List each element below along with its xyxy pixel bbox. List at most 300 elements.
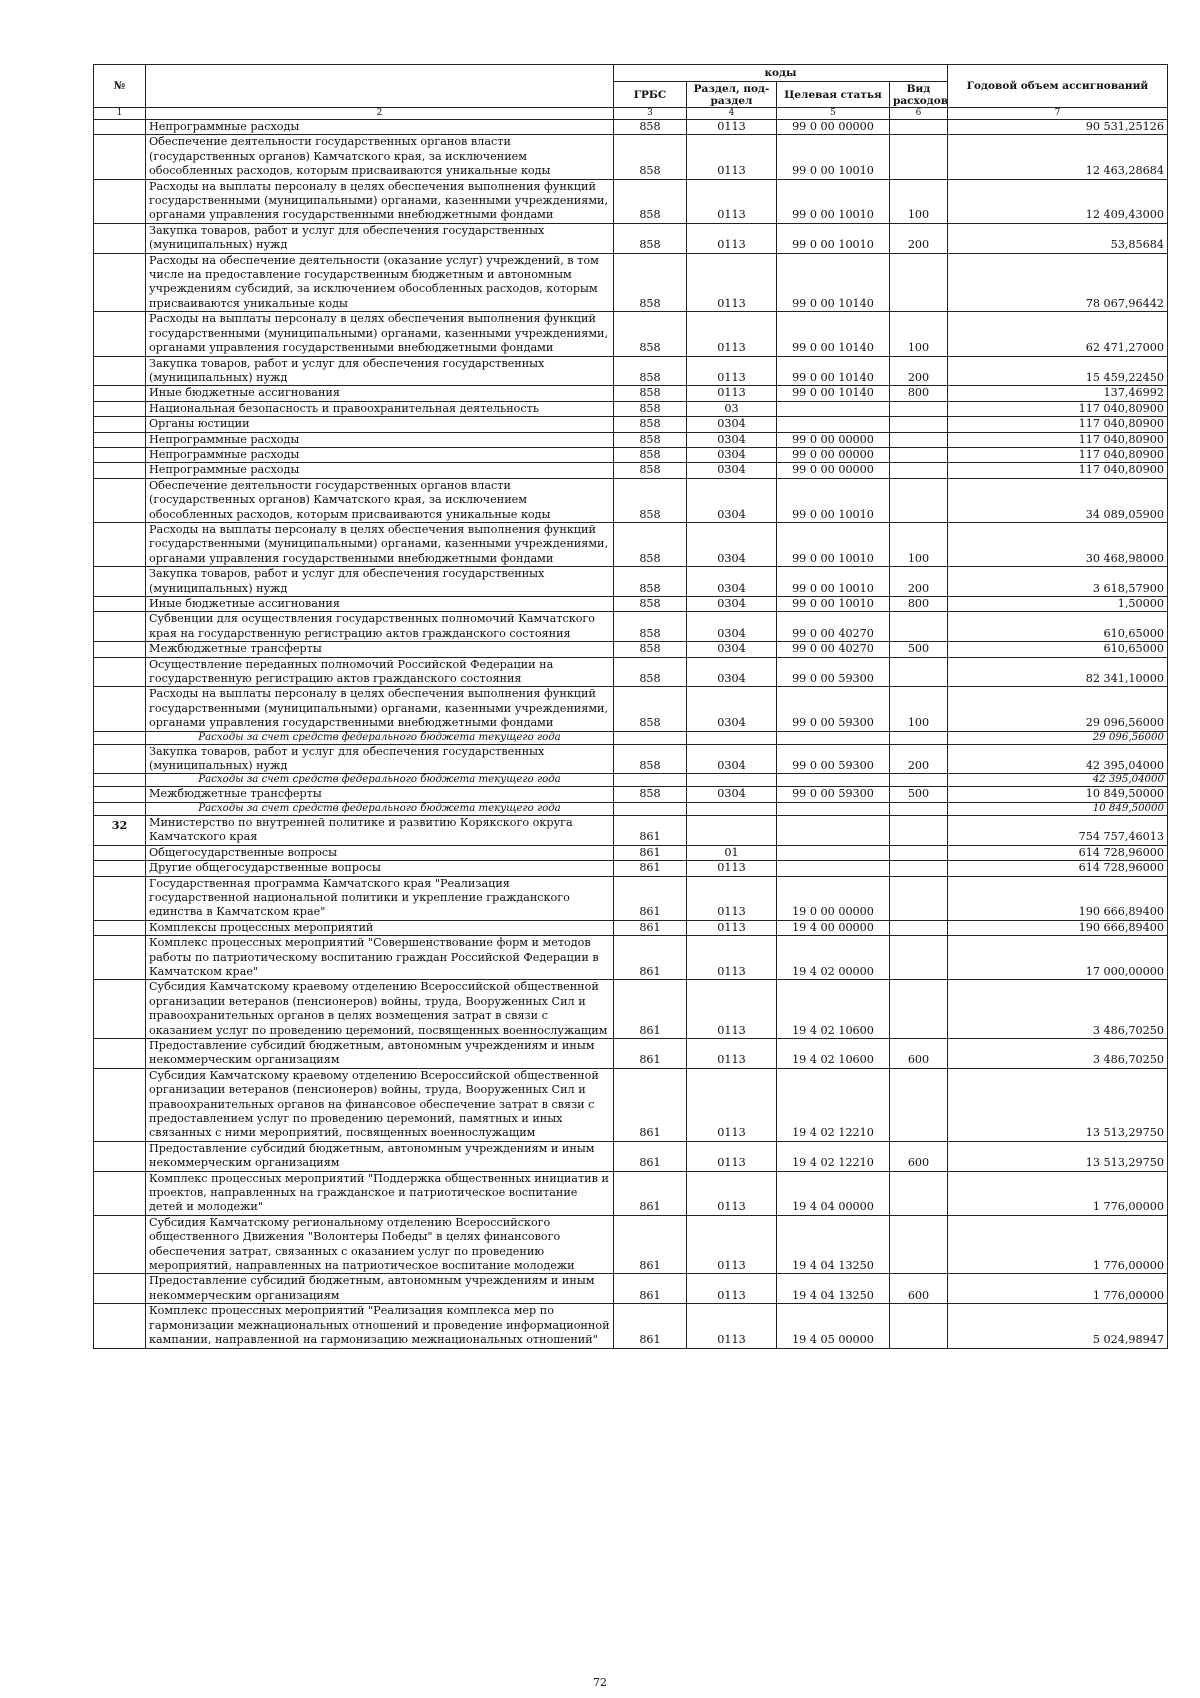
row-section: 0304 <box>687 463 777 478</box>
row-grbs: 858 <box>614 657 687 687</box>
row-type <box>890 1215 948 1274</box>
row-type <box>890 936 948 980</box>
row-type <box>890 815 948 845</box>
row-name: Расходы за счет средств федерального бюджета текущего года <box>146 774 614 787</box>
row-amount: 29 096,56000 <box>948 731 1168 744</box>
row-amount: 13 513,29750 <box>948 1141 1168 1171</box>
row-type <box>890 774 948 787</box>
row-target: 99 0 00 10140 <box>777 386 890 401</box>
row-grbs <box>614 802 687 815</box>
table-row <box>94 447 1168 462</box>
row-amount: 82 341,10000 <box>948 657 1168 687</box>
row-target <box>777 861 890 876</box>
row-type: 600 <box>890 1274 948 1304</box>
row-target: 19 4 04 13250 <box>777 1274 890 1304</box>
row-target: 19 4 02 00000 <box>777 936 890 980</box>
row-number <box>94 1274 146 1304</box>
row-amount: 190 666,89400 <box>948 920 1168 935</box>
federal-budget-row <box>94 802 1168 815</box>
row-amount: 42 395,04000 <box>948 774 1168 787</box>
row-name: Предоставление субсидий бюджетным, автономным учреждениям и иным некоммерческим организациям <box>146 1141 614 1171</box>
row-grbs: 858 <box>614 744 687 774</box>
row-type <box>890 1171 948 1215</box>
row-grbs: 861 <box>614 980 687 1039</box>
row-amount: 137,46992 <box>948 386 1168 401</box>
row-section: 0113 <box>687 1068 777 1141</box>
row-amount: 1 776,00000 <box>948 1171 1168 1215</box>
table-row <box>94 597 1168 612</box>
row-section: 0304 <box>687 657 777 687</box>
row-grbs: 858 <box>614 597 687 612</box>
row-type <box>890 612 948 642</box>
row-name: Иные бюджетные ассигнования <box>146 597 614 612</box>
row-section: 0113 <box>687 936 777 980</box>
row-amount: 190 666,89400 <box>948 876 1168 920</box>
header-codes: коды <box>614 65 948 82</box>
row-section: 0113 <box>687 1274 777 1304</box>
row-grbs: 861 <box>614 1038 687 1068</box>
header-type: Вид расходов <box>890 82 948 108</box>
row-grbs <box>614 731 687 744</box>
row-number <box>94 522 146 566</box>
row-name: Расходы на выплаты персоналу в целях обеспечения выполнения функций государственными (муниципальными) органами, казенными учреждениями, органами управления государственными внебюджетными фондами <box>146 312 614 356</box>
row-name: Закупка товаров, работ и услуг для обеспечения государственных (муниципальных) нужд <box>146 567 614 597</box>
row-section: 0304 <box>687 417 777 432</box>
row-section: 0113 <box>687 223 777 253</box>
row-target: 19 4 02 12210 <box>777 1141 890 1171</box>
row-target <box>777 802 890 815</box>
row-section: 0113 <box>687 920 777 935</box>
row-number: 32 <box>94 815 146 845</box>
row-type <box>890 861 948 876</box>
row-type: 500 <box>890 642 948 657</box>
row-amount: 29 096,56000 <box>948 687 1168 731</box>
row-target: 99 0 00 10140 <box>777 312 890 356</box>
row-target: 99 0 00 59300 <box>777 744 890 774</box>
row-number <box>94 612 146 642</box>
row-section: 0304 <box>687 687 777 731</box>
row-section <box>687 731 777 744</box>
table-row <box>94 386 1168 401</box>
row-grbs: 861 <box>614 1171 687 1215</box>
row-amount: 53,85684 <box>948 223 1168 253</box>
row-section: 0113 <box>687 1141 777 1171</box>
row-grbs: 858 <box>614 612 687 642</box>
colnum: 5 <box>777 108 890 120</box>
row-number <box>94 120 146 135</box>
row-number <box>94 787 146 802</box>
row-name: Закупка товаров, работ и услуг для обеспечения государственных (муниципальных) нужд <box>146 744 614 774</box>
row-type <box>890 120 948 135</box>
row-type <box>890 135 948 179</box>
row-grbs: 861 <box>614 1068 687 1141</box>
row-amount: 3 486,70250 <box>948 980 1168 1039</box>
table-row <box>94 356 1168 386</box>
row-type: 200 <box>890 567 948 597</box>
row-target: 99 0 00 10010 <box>777 597 890 612</box>
row-target <box>777 417 890 432</box>
row-amount: 1,50000 <box>948 597 1168 612</box>
row-section: 0113 <box>687 386 777 401</box>
table-row <box>94 478 1168 522</box>
row-section: 0304 <box>687 597 777 612</box>
row-type <box>890 1304 948 1348</box>
row-grbs: 858 <box>614 417 687 432</box>
row-amount: 1 776,00000 <box>948 1215 1168 1274</box>
row-amount: 754 757,46013 <box>948 815 1168 845</box>
row-name: Комплекс процессных мероприятий "Совершенствование форм и методов работы по патриотическому воспитанию граждан Российской Федерации в Камчатском крае" <box>146 936 614 980</box>
row-number <box>94 731 146 744</box>
row-type: 100 <box>890 179 948 223</box>
row-section <box>687 802 777 815</box>
row-target: 19 4 04 00000 <box>777 1171 890 1215</box>
row-name: Предоставление субсидий бюджетным, автономным учреждениям и иным некоммерческим организациям <box>146 1274 614 1304</box>
table-row <box>94 687 1168 731</box>
federal-budget-row <box>94 774 1168 787</box>
table-row <box>94 815 1168 845</box>
row-type: 100 <box>890 687 948 731</box>
row-grbs: 858 <box>614 356 687 386</box>
row-section: 0304 <box>687 447 777 462</box>
row-amount: 12 463,28684 <box>948 135 1168 179</box>
row-target: 19 4 00 00000 <box>777 920 890 935</box>
table-row <box>94 861 1168 876</box>
row-number <box>94 876 146 920</box>
table-row <box>94 980 1168 1039</box>
table-row <box>94 253 1168 312</box>
header-target: Целевая статья <box>777 82 890 108</box>
row-grbs <box>614 774 687 787</box>
colnum: 4 <box>687 108 777 120</box>
row-grbs: 861 <box>614 1215 687 1274</box>
row-type <box>890 417 948 432</box>
header-section: Раздел, под-раздел <box>687 82 777 108</box>
row-number <box>94 1171 146 1215</box>
row-section: 0304 <box>687 522 777 566</box>
row-name: Расходы на выплаты персоналу в целях обеспечения выполнения функций государственными (муниципальными) органами, казенными учреждениями, органами управления государственными внебюджетными фондами <box>146 687 614 731</box>
row-amount: 117 040,80900 <box>948 447 1168 462</box>
table-row <box>94 744 1168 774</box>
row-section: 0304 <box>687 567 777 597</box>
row-section: 0304 <box>687 478 777 522</box>
page-number: 72 <box>593 1676 607 1689</box>
row-amount: 5 024,98947 <box>948 1304 1168 1348</box>
row-target: 99 0 00 10140 <box>777 253 890 312</box>
row-amount: 117 040,80900 <box>948 401 1168 416</box>
table-row <box>94 1274 1168 1304</box>
row-name: Непрограммные расходы <box>146 447 614 462</box>
row-amount: 17 000,00000 <box>948 936 1168 980</box>
row-type: 800 <box>890 597 948 612</box>
row-section: 0113 <box>687 1215 777 1274</box>
row-number <box>94 597 146 612</box>
row-target: 99 0 00 59300 <box>777 787 890 802</box>
row-number <box>94 845 146 860</box>
row-section: 0113 <box>687 179 777 223</box>
row-number <box>94 135 146 179</box>
budget-table <box>93 64 1168 1349</box>
row-type: 200 <box>890 356 948 386</box>
row-section: 0304 <box>687 432 777 447</box>
row-name: Национальная безопасность и правоохранительная деятельность <box>146 401 614 416</box>
row-name: Непрограммные расходы <box>146 463 614 478</box>
row-target: 99 0 00 10010 <box>777 567 890 597</box>
row-grbs: 861 <box>614 845 687 860</box>
row-type <box>890 802 948 815</box>
row-name: Закупка товаров, работ и услуг для обеспечения государственных (муниципальных) нужд <box>146 223 614 253</box>
row-type: 800 <box>890 386 948 401</box>
row-grbs: 858 <box>614 223 687 253</box>
row-grbs: 861 <box>614 876 687 920</box>
table-row <box>94 657 1168 687</box>
row-section: 0113 <box>687 980 777 1039</box>
table-row <box>94 1215 1168 1274</box>
table-row <box>94 612 1168 642</box>
row-type <box>890 463 948 478</box>
row-type <box>890 876 948 920</box>
row-target: 99 0 00 00000 <box>777 447 890 462</box>
row-grbs: 858 <box>614 312 687 356</box>
table-row <box>94 787 1168 802</box>
row-number <box>94 417 146 432</box>
row-amount: 3 618,57900 <box>948 567 1168 597</box>
row-type <box>890 253 948 312</box>
row-name: Министерство по внутренней политике и развитию Корякского округа Камчатского края <box>146 815 614 845</box>
row-target: 99 0 00 59300 <box>777 687 890 731</box>
row-type <box>890 920 948 935</box>
colnum: 2 <box>146 108 614 120</box>
row-number <box>94 1304 146 1348</box>
row-name: Комплексы процессных мероприятий <box>146 920 614 935</box>
row-name: Предоставление субсидий бюджетным, автономным учреждениям и иным некоммерческим организациям <box>146 1038 614 1068</box>
row-type: 600 <box>890 1038 948 1068</box>
row-name: Субсидия Камчатскому краевому отделению Всероссийской общественной организации ветеранов (пенсионеров) войны, труда, Вооруженных Сил и правоохранительных органов на финансовое обеспечение затрат в связи с предоставлением услуг по проведению церемоний, памятных и иных связанных с ними мероприятий, посвященных военнослужащим <box>146 1068 614 1141</box>
row-name: Расходы за счет средств федерального бюджета текущего года <box>146 802 614 815</box>
row-amount: 15 459,22450 <box>948 356 1168 386</box>
row-number <box>94 223 146 253</box>
row-amount: 13 513,29750 <box>948 1068 1168 1141</box>
row-name: Субсидия Камчатскому региональному отделению Всероссийского общественного Движения "Волонтеры Победы" в целях финансового обеспечения затрат, связанных с оказанием услуг по проведению мероприятий, направленных на патриотическое воспитание молодежи <box>146 1215 614 1274</box>
row-grbs: 858 <box>614 432 687 447</box>
row-section: 0113 <box>687 1038 777 1068</box>
row-grbs: 858 <box>614 179 687 223</box>
row-amount: 90 531,25126 <box>948 120 1168 135</box>
row-section: 0113 <box>687 120 777 135</box>
row-amount: 12 409,43000 <box>948 179 1168 223</box>
row-number <box>94 401 146 416</box>
row-name: Органы юстиции <box>146 417 614 432</box>
row-section: 0113 <box>687 876 777 920</box>
row-number <box>94 936 146 980</box>
row-grbs: 858 <box>614 787 687 802</box>
table-row <box>94 1171 1168 1215</box>
row-number <box>94 687 146 731</box>
row-number <box>94 386 146 401</box>
row-target: 99 0 00 00000 <box>777 432 890 447</box>
row-target: 99 0 00 00000 <box>777 120 890 135</box>
row-target: 99 0 00 10010 <box>777 522 890 566</box>
row-section: 0304 <box>687 744 777 774</box>
row-target <box>777 401 890 416</box>
row-name: Другие общегосударственные вопросы <box>146 861 614 876</box>
row-target <box>777 731 890 744</box>
row-type: 200 <box>890 744 948 774</box>
colnum: 3 <box>614 108 687 120</box>
row-grbs: 861 <box>614 936 687 980</box>
row-target: 99 0 00 10140 <box>777 356 890 386</box>
row-number <box>94 642 146 657</box>
row-amount: 78 067,96442 <box>948 253 1168 312</box>
table-row <box>94 120 1168 135</box>
row-number <box>94 774 146 787</box>
row-target <box>777 815 890 845</box>
row-amount: 117 040,80900 <box>948 432 1168 447</box>
row-type: 600 <box>890 1141 948 1171</box>
row-type <box>890 401 948 416</box>
table-row <box>94 417 1168 432</box>
row-grbs: 861 <box>614 1274 687 1304</box>
row-target: 19 4 02 10600 <box>777 980 890 1039</box>
row-amount: 614 728,96000 <box>948 845 1168 860</box>
row-target: 99 0 00 40270 <box>777 612 890 642</box>
row-section: 01 <box>687 845 777 860</box>
table-row <box>94 1304 1168 1348</box>
row-target: 99 0 00 00000 <box>777 463 890 478</box>
table-row <box>94 223 1168 253</box>
row-name: Закупка товаров, работ и услуг для обеспечения государственных (муниципальных) нужд <box>146 356 614 386</box>
table-row <box>94 135 1168 179</box>
row-grbs: 861 <box>614 815 687 845</box>
table-row <box>94 1068 1168 1141</box>
row-target: 99 0 00 40270 <box>777 642 890 657</box>
row-section: 0304 <box>687 612 777 642</box>
row-section: 0113 <box>687 356 777 386</box>
row-target: 19 4 05 00000 <box>777 1304 890 1348</box>
row-section: 0113 <box>687 312 777 356</box>
table-row <box>94 312 1168 356</box>
row-grbs: 858 <box>614 687 687 731</box>
row-type <box>890 731 948 744</box>
row-amount: 10 849,50000 <box>948 787 1168 802</box>
row-amount: 10 849,50000 <box>948 802 1168 815</box>
row-grbs: 858 <box>614 642 687 657</box>
row-number <box>94 980 146 1039</box>
table-row <box>94 1038 1168 1068</box>
table-header <box>94 65 1168 120</box>
row-grbs: 858 <box>614 120 687 135</box>
row-grbs: 861 <box>614 861 687 876</box>
row-target: 19 4 04 13250 <box>777 1215 890 1274</box>
row-name: Обеспечение деятельности государственных органов власти (государственных органов) Камчатского края, за исключением обособленных расходов, которым присваиваются уникальные коды <box>146 478 614 522</box>
row-number <box>94 432 146 447</box>
row-grbs: 861 <box>614 920 687 935</box>
row-amount: 610,65000 <box>948 612 1168 642</box>
row-grbs: 858 <box>614 135 687 179</box>
row-section: 0113 <box>687 1171 777 1215</box>
row-target: 99 0 00 10010 <box>777 179 890 223</box>
row-type <box>890 478 948 522</box>
row-target: 19 4 02 12210 <box>777 1068 890 1141</box>
row-number <box>94 657 146 687</box>
colnum: 1 <box>94 108 146 120</box>
row-number <box>94 356 146 386</box>
row-type: 200 <box>890 223 948 253</box>
table-row <box>94 1141 1168 1171</box>
row-section: 0113 <box>687 1304 777 1348</box>
colnum: 6 <box>890 108 948 120</box>
row-section <box>687 774 777 787</box>
row-amount: 1 776,00000 <box>948 1274 1168 1304</box>
header-number: № <box>94 65 146 108</box>
row-target <box>777 845 890 860</box>
row-amount: 42 395,04000 <box>948 744 1168 774</box>
row-number <box>94 744 146 774</box>
row-section: 0113 <box>687 135 777 179</box>
row-target: 99 0 00 10010 <box>777 223 890 253</box>
row-number <box>94 447 146 462</box>
row-number <box>94 179 146 223</box>
row-name: Государственная программа Камчатского края "Реализация государственной национальной политики и укрепление гражданского единства в Камчатском крае" <box>146 876 614 920</box>
row-section: 0113 <box>687 861 777 876</box>
row-target: 99 0 00 59300 <box>777 657 890 687</box>
row-name: Расходы за счет средств федерального бюджета текущего года <box>146 731 614 744</box>
row-target: 99 0 00 10010 <box>777 478 890 522</box>
row-grbs: 858 <box>614 463 687 478</box>
row-amount: 117 040,80900 <box>948 463 1168 478</box>
colnum: 7 <box>948 108 1168 120</box>
row-amount: 30 468,98000 <box>948 522 1168 566</box>
table-body <box>94 120 1168 1349</box>
row-type: 100 <box>890 312 948 356</box>
table-row <box>94 522 1168 566</box>
row-target: 19 4 02 10600 <box>777 1038 890 1068</box>
row-type <box>890 980 948 1039</box>
row-type <box>890 1068 948 1141</box>
table-row <box>94 845 1168 860</box>
row-target: 19 0 00 00000 <box>777 876 890 920</box>
row-name: Непрограммные расходы <box>146 120 614 135</box>
row-name: Иные бюджетные ассигнования <box>146 386 614 401</box>
row-name: Межбюджетные трансферты <box>146 642 614 657</box>
table-row <box>94 936 1168 980</box>
row-grbs: 858 <box>614 522 687 566</box>
table-row <box>94 463 1168 478</box>
row-name: Расходы на выплаты персоналу в целях обеспечения выполнения функций государственными (муниципальными) органами, казенными учреждениями, органами управления государственными внебюджетными фондами <box>146 522 614 566</box>
row-grbs: 861 <box>614 1141 687 1171</box>
row-type <box>890 432 948 447</box>
row-number <box>94 463 146 478</box>
row-name: Субсидия Камчатскому краевому отделению Всероссийской общественной организации ветеранов (пенсионеров) войны, труда, Вооруженных Сил и правоохранительных органов в целях возмещения затрат в связи с оказанием услуг по проведению церемоний, посвященных военнослужащим <box>146 980 614 1039</box>
row-section <box>687 815 777 845</box>
table-row <box>94 642 1168 657</box>
row-amount: 3 486,70250 <box>948 1038 1168 1068</box>
federal-budget-row <box>94 731 1168 744</box>
row-section: 0304 <box>687 787 777 802</box>
row-amount: 62 471,27000 <box>948 312 1168 356</box>
row-number <box>94 1038 146 1068</box>
row-grbs: 858 <box>614 401 687 416</box>
table-row <box>94 876 1168 920</box>
row-target <box>777 774 890 787</box>
row-number <box>94 802 146 815</box>
row-name: Расходы на выплаты персоналу в целях обеспечения выполнения функций государственными (муниципальными) органами, казенными учреждениями, органами управления государственными внебюджетными фондами <box>146 179 614 223</box>
row-amount: 117 040,80900 <box>948 417 1168 432</box>
header-name <box>146 65 614 108</box>
table-row <box>94 179 1168 223</box>
header-grbs: ГРБС <box>614 82 687 108</box>
row-name: Расходы на обеспечение деятельности (оказание услуг) учреждений, в том числе на предоставление государственным бюджетным и автономным учреждениям субсидий, за исключением обособленных расходов, которым присваиваются уникальные коды <box>146 253 614 312</box>
row-number <box>94 312 146 356</box>
